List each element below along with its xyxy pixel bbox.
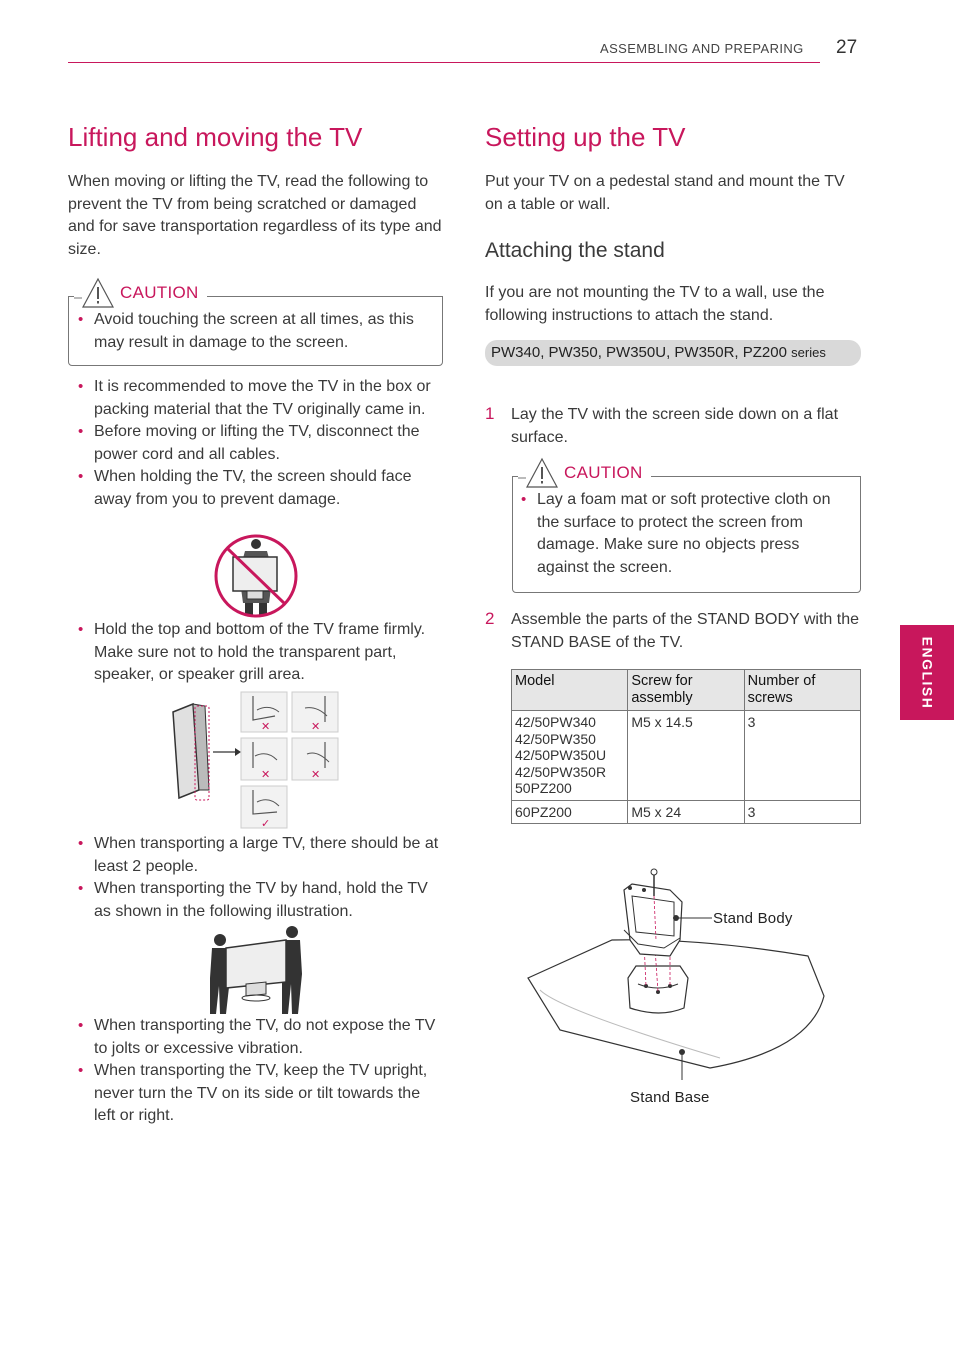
left-bullets-1 bbox=[68, 376, 436, 511]
right-caution-header bbox=[518, 456, 651, 490]
left-bullets-3 bbox=[68, 833, 440, 923]
table-header-count: Number of screws bbox=[744, 670, 860, 711]
list-item: • When transporting a large TV, there should be at least 2 people. bbox=[68, 833, 440, 878]
step-2-text: Assemble the parts of the STAND BODY with the STAND BASE of the TV. bbox=[511, 611, 859, 651]
right-subtitle: Attaching the stand bbox=[485, 239, 665, 262]
left-bullets-4 bbox=[68, 1015, 440, 1128]
step-1-number: 1 bbox=[485, 404, 495, 423]
right-caution-label: CAUTION bbox=[564, 463, 643, 482]
right-title: Setting up the TV bbox=[485, 122, 686, 152]
hand-panel-1 bbox=[241, 692, 287, 733]
left-caution-list bbox=[68, 309, 418, 354]
cross-mark-icon: ✕ bbox=[311, 720, 321, 733]
language-tab-label: ENGLISH bbox=[919, 636, 936, 709]
table-cell-count: 3 bbox=[744, 800, 860, 824]
step-2-number: 2 bbox=[485, 609, 495, 628]
left-caution-header bbox=[74, 276, 207, 310]
left-caution-label: CAUTION bbox=[120, 283, 199, 302]
list-item: • When holding the TV, the screen should face away from you to prevent damage. bbox=[68, 466, 436, 511]
table-header-model: Model bbox=[512, 670, 628, 711]
table-cell-model: 60PZ200 bbox=[512, 800, 628, 824]
table-header-row bbox=[512, 670, 861, 711]
warning-triangle-icon bbox=[518, 457, 558, 489]
list-item: • Before moving or lifting the TV, disconnect the power cord and all cables. bbox=[68, 421, 436, 466]
cross-mark-icon: ✕ bbox=[311, 768, 321, 781]
left-intro: When moving or lifting the TV, read the following to prevent the TV from being scratched or damaged and for save transportation regardless of its type and size. bbox=[68, 173, 442, 258]
right-sub-intro: If you are not mounting the TV to a wall, use the following instructions to attach the stand. bbox=[485, 284, 825, 324]
warning-triangle-icon bbox=[74, 277, 114, 309]
hold-frame-illustration bbox=[165, 690, 345, 830]
stand-body-label: Stand Body bbox=[713, 910, 793, 927]
table-cell-screw: M5 x 14.5 bbox=[628, 711, 744, 801]
right-caution-list bbox=[511, 489, 847, 579]
hand-panel-5 bbox=[241, 786, 287, 830]
header-rule bbox=[68, 62, 820, 63]
page-number: 27 bbox=[836, 37, 858, 58]
table-row bbox=[512, 800, 861, 824]
header-section-title: ASSEMBLING AND PREPARING bbox=[600, 41, 804, 56]
right-intro: Put your TV on a pedestal stand and mount the TV on a table or wall. bbox=[485, 173, 845, 213]
table-cell-model: 42/50PW340 42/50PW350 42/50PW350U 42/50PW350R 50PZ200 bbox=[512, 711, 628, 801]
check-mark-icon: ✓ bbox=[261, 817, 271, 830]
hand-panel-3 bbox=[241, 738, 287, 781]
screw-spec-table bbox=[511, 669, 861, 824]
series-models: PW340, PW350, PW350U, PW350R, PZ200 bbox=[491, 344, 787, 361]
left-title: Lifting and moving the TV bbox=[68, 122, 363, 152]
table-header-screw: Screw for assembly bbox=[628, 670, 744, 711]
two-person-carry-illustration bbox=[206, 922, 306, 1016]
cross-mark-icon: ✕ bbox=[261, 768, 271, 781]
stand-assembly-illustration bbox=[520, 860, 830, 1080]
series-suffix: series bbox=[791, 345, 826, 360]
stand-base-label: Stand Base bbox=[630, 1089, 710, 1106]
list-item: • When transporting the TV, do not expose the TV to jolts or excessive vibration. bbox=[68, 1015, 440, 1060]
list-item: • Avoid touching the screen at all times, as this may result in damage to the screen. bbox=[68, 309, 418, 354]
series-badge bbox=[485, 340, 861, 366]
language-tab bbox=[900, 625, 954, 720]
step-1-text: Lay the TV with the screen side down on a flat surface. bbox=[511, 406, 839, 446]
no-entry-illustration bbox=[213, 533, 299, 619]
list-item: • Hold the top and bottom of the TV frame firmly. Make sure not to hold the transparent part, speaker, or speaker grill area. bbox=[68, 619, 440, 687]
list-item: • It is recommended to move the TV in the box or packing material that the TV originally came in. bbox=[68, 376, 436, 421]
list-item: • Lay a foam mat or soft protective cloth on the surface to protect the screen from damage. Make sure no objects press against the screen. bbox=[511, 489, 847, 579]
list-item: • When transporting the TV, keep the TV upright, never turn the TV on its side or tilt towards the left or right. bbox=[68, 1060, 440, 1128]
hand-panel-2 bbox=[292, 692, 338, 733]
left-bullets-2 bbox=[68, 619, 440, 687]
table-cell-count: 3 bbox=[744, 711, 860, 801]
table-cell-screw: M5 x 24 bbox=[628, 800, 744, 824]
hand-panel-4 bbox=[292, 738, 338, 781]
cross-mark-icon: ✕ bbox=[261, 720, 271, 733]
table-row bbox=[512, 711, 861, 801]
list-item: • When transporting the TV by hand, hold the TV as shown in the following illustration. bbox=[68, 878, 440, 923]
